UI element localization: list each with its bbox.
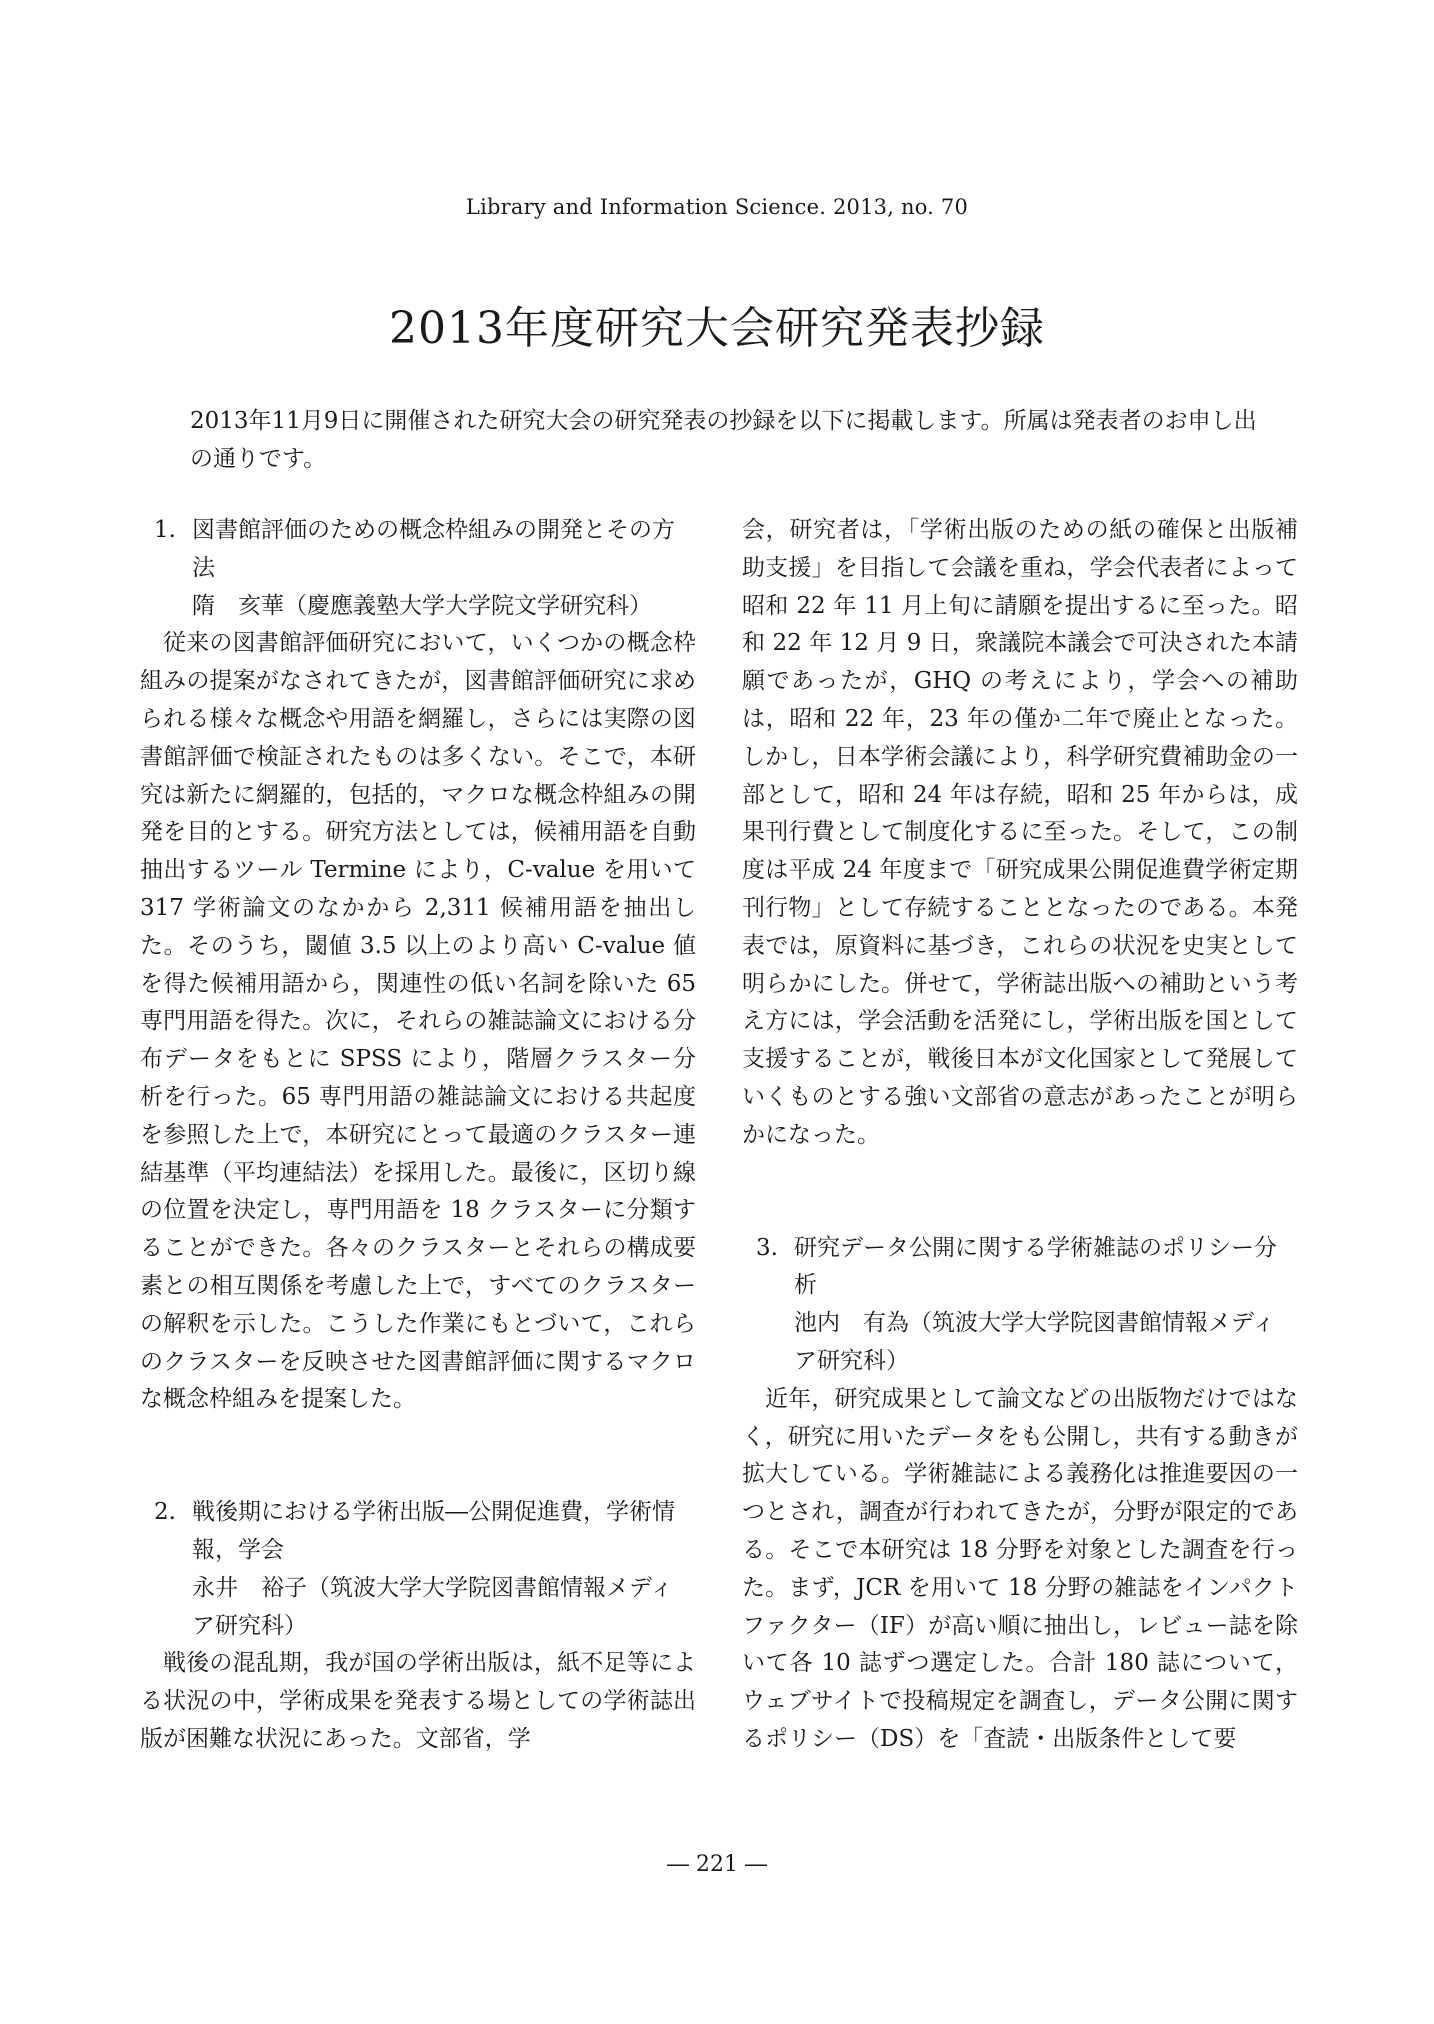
section-title: 図書館評価のための概念枠組みの開発とその方法: [192, 517, 675, 581]
left-column: [140, 512, 696, 1759]
section-title: 戦後期における学術出版―公開促進費，学術情報，学会: [192, 1499, 675, 1563]
section-2-abstract: 戦後の混乱期，我が国の学術出版は，紙不足等による状況の中，学術成果を発表する場としての学術誌出版が困難な状況にあった。文部省，学: [140, 1650, 696, 1752]
section-2-heading: [140, 1494, 696, 1570]
journal-header: Library and Information Science. 2013, no. 70: [465, 195, 969, 219]
section-3-abstract: 近年，研究成果として論文などの出版物だけではなく，研究に用いたデータをも公開し，共有する動きが拡大している。学術雑誌による義務化は推進要因の一つとされ，調査が行われてきたが，分野が限定的である。そこで本研究は 18 分野を対象とした調査を行った。まず，JCR を用いて 18 分野の雑誌をインパクトファクター（IF）が高い順に抽出し，レビュー誌を除いて各 10 誌ずつ選定した。合計 180 誌について，ウェブサイトで投稿規定を調査し，データ公開に関するポリシー（DS）を「査読・出版条件として要: [742, 1385, 1298, 1752]
section-2-abstract-continued: 会，研究者は，「学術出版のための紙の確保と出版補助支援」を目指して会議を重ね，学会代表者によって昭和 22 年 11 月上旬に請願を提出するに至った。昭和 22 年 12 月 9 日，衆議院本議会で可決された本請願であったが，GHQ の考えにより，学会への補助は，昭和 22 年，23 年の僅か二年で廃止となった。しかし，日本学術会議により，科学研究費補助金の一部として，昭和 24 年は存続，昭和 25 年からは，成果刊行費として制度化するに至った。そして，この制度は平成 24 年度まで「研究成果公開促進費学術定期刊行物」として存続することとなったのである。本発表では，原資料に基づき，これらの状況を史実として明らかにした。併せて，学術誌出版への補助という考え方には，学会活動を活発にし，学術出版を国として支援することが，戦後日本が文化国家として発展していくものとする強い文部省の意志があったことが明らかになった。: [742, 517, 1298, 1148]
section-number: 1.: [154, 517, 176, 543]
section-2-author: 永井 裕子（筑波大学大学院図書館情報メディア研究科）: [192, 1574, 674, 1639]
section-3-author: 池内 有為（筑波大学大学院図書館情報メディア研究科）: [794, 1310, 1276, 1374]
section-1-abstract: 従来の図書館評価研究において，いくつかの概念枠組みの提案がなされてきたが，図書館評価研究に求められる様々な概念や用語を網羅し，さらには実際の図書館評価で検証されたものは多くない。そこで，本研究は新たに網羅的，包括的，マクロな概念枠組みの開発を目的とする。研究方法としては，候補用語を自動抽出するツール Termine により，C-value を用いて 317 学術論文のなかから 2,311 候補用語を抽出した。そのうち，閾値 3.5 以上のより高い C-value 値を得た候補用語から，関連性の低い名詞を除いた 65 専門用語を得た。次に，それらの雑誌論文における分布データをもとに SPSS により，階層クラスター分析を行った。65 専門用語の雑誌論文における共起度を参照した上で，本研究にとって最適のクラスター連結基準（平均連結法）を採用した。最後に，区切り線の位置を決定し，専門用語を 18 クラスターに分類することができた。各々のクラスターとそれらの構成要素との相互関係を考慮した上で，すべてのクラスターの解釈を示した。こうした作業にもとづいて，これらのクラスターを反映させた図書館評価に関するマクロな概念枠組みを提案した。: [140, 630, 696, 1413]
page-number: ― 221 ―: [667, 1852, 767, 1877]
right-column: [742, 512, 1298, 1759]
section-3-heading: [742, 1230, 1298, 1306]
section-1-author: 隋 亥華（慶應義塾大学大学院文学研究科）: [192, 592, 652, 619]
section-1-heading: [140, 512, 696, 588]
section-title: 研究データ公開に関する学術雑誌のポリシー分析: [794, 1234, 1277, 1299]
section-number: 3.: [756, 1234, 778, 1261]
page-title: 2013年度研究大会研究発表抄録: [389, 303, 1045, 354]
section-number: 2.: [154, 1499, 176, 1526]
intro-paragraph: 2013年11月9日に開催された研究大会の研究発表の抄録を以下に掲載します。所属は発表者のお申し出の通りです。: [190, 408, 1257, 472]
